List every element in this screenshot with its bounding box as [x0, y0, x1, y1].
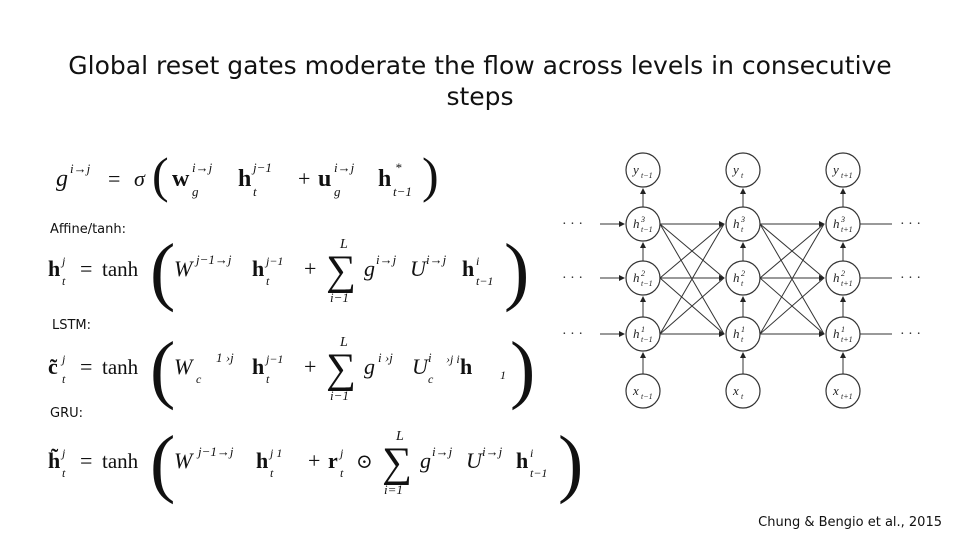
- affine-W-sup: j−1→j: [196, 252, 232, 267]
- lstm-plus: +: [304, 354, 317, 379]
- affine-label: Affine/tanh:: [50, 222, 127, 237]
- lstm-h2-sup: ›j i: [446, 352, 460, 366]
- node-circle: [726, 207, 760, 241]
- node-circle: [626, 153, 660, 187]
- lstm-h: h: [252, 354, 265, 379]
- gru-plus: +: [308, 448, 321, 473]
- affine-fn: tanh: [102, 257, 139, 281]
- ellipsis-right: · · ·: [900, 271, 921, 286]
- gate-open-paren: (: [152, 147, 169, 203]
- node-h2-col1: [626, 261, 660, 295]
- lstm-h2: h: [460, 354, 473, 379]
- gru-g: g: [420, 448, 431, 473]
- node-label-sub: t−1: [641, 335, 653, 344]
- gate-hstar-sup: *: [395, 160, 402, 175]
- node-x-col3: [826, 374, 860, 408]
- lstm-equals: =: [80, 354, 93, 379]
- gate-h-sub: t: [253, 184, 257, 199]
- ellipsis-left: · · ·: [562, 327, 583, 342]
- affine-sum-top: L: [340, 237, 348, 252]
- node-label-sub: t: [741, 279, 744, 288]
- gate-hstar-sub: t−1: [393, 184, 412, 199]
- gru-h2-sub: t−1: [530, 466, 548, 480]
- affine-h2-sub: t−1: [476, 274, 494, 288]
- node-label-sub: t−1: [641, 279, 653, 288]
- node-label-sub: t+1: [841, 225, 853, 234]
- gru-r: r: [328, 448, 338, 473]
- affine-sum-bot: i−1: [330, 290, 349, 305]
- node-label: h: [833, 270, 840, 285]
- affine-g: g: [364, 256, 375, 281]
- node-label-sub: t−1: [641, 171, 653, 180]
- diagram-nodes: [562, 153, 921, 408]
- gru-lhs-sup: j: [62, 446, 66, 460]
- lstm-U: U: [412, 354, 428, 379]
- lstm-U-sub: c: [428, 372, 434, 386]
- citation: Chung & Bengio et al., 2015: [758, 515, 942, 530]
- affine-h-sup: j−1: [266, 254, 284, 268]
- node-label: h: [633, 326, 640, 341]
- affine-plus: +: [304, 256, 317, 281]
- lstm-lhs-sub: t: [62, 372, 66, 386]
- node-label: x: [833, 383, 839, 398]
- node-circle: [826, 374, 860, 408]
- ellipsis-right: · · ·: [900, 217, 921, 232]
- node-label: y: [633, 162, 639, 177]
- ellipsis-right: · · ·: [900, 327, 921, 342]
- gru-U: U: [466, 448, 482, 473]
- node-label-sub: t−1: [641, 225, 653, 234]
- gate-w: w: [172, 166, 190, 192]
- gated-feedback-rnn-diagram: [548, 148, 948, 418]
- node-circle: [826, 317, 860, 351]
- node-circle: [826, 153, 860, 187]
- node-label: y: [833, 162, 839, 177]
- gate-u: u: [318, 166, 332, 192]
- node-label: h: [733, 216, 740, 231]
- node-label: h: [633, 270, 640, 285]
- gru-W-sup: j−1→j: [198, 444, 234, 459]
- gate-u-sup: i→j: [334, 160, 355, 175]
- affine-lhs-sup: j: [62, 254, 66, 268]
- node-x-col1: [626, 374, 660, 408]
- gru-h-sub: t: [270, 466, 274, 480]
- lstm-open-paren: (: [150, 327, 176, 411]
- lstm-close-paren: ): [510, 327, 536, 411]
- gate-equals: =: [108, 166, 121, 191]
- lstm-W-sub: c: [196, 372, 202, 386]
- lstm-sum-bot: i−1: [330, 388, 349, 403]
- lstm-h-sub: t: [266, 372, 270, 386]
- affine-U-sup: i→j: [426, 252, 447, 267]
- node-label-sub: t: [741, 335, 744, 344]
- node-label-sup: 1: [641, 325, 645, 334]
- lstm-g-sup: i ›j: [378, 350, 393, 365]
- node-h1-col3: [826, 317, 860, 351]
- node-label: x: [633, 383, 639, 398]
- node-label: h: [833, 326, 840, 341]
- lstm-sum: ∑: [326, 346, 356, 392]
- gru-g-sup: i→j: [432, 444, 453, 459]
- lstm-equation: [46, 327, 536, 411]
- gate-lhs: g: [56, 166, 68, 192]
- gru-sum: ∑: [382, 440, 412, 486]
- node-label-sup: 2: [741, 269, 745, 278]
- node-circle: [826, 261, 860, 295]
- lstm-h2-sub: 1: [500, 368, 506, 382]
- node-circle: [626, 207, 660, 241]
- lstm-lhs-sup: j: [62, 352, 66, 366]
- node-circle: [726, 374, 760, 408]
- affine-h2-sup: i: [476, 254, 480, 268]
- node-circle: [626, 317, 660, 351]
- affine-U: U: [410, 256, 426, 281]
- node-label-sup: 3: [641, 215, 645, 224]
- node-label: h: [733, 326, 740, 341]
- node-y-col3: [826, 153, 860, 187]
- lstm-g: g: [364, 354, 375, 379]
- node-label-sub: t+1: [841, 171, 853, 180]
- ellipsis-left: · · ·: [562, 271, 583, 286]
- gate-w-sup: i→j: [192, 160, 213, 175]
- gru-equation: [46, 421, 586, 505]
- node-label-sup: 2: [641, 269, 645, 278]
- gate-hstar: h: [378, 166, 392, 192]
- gru-lhs: h̃: [48, 448, 61, 473]
- gru-U-sup: i→j: [482, 444, 503, 459]
- node-circle: [726, 317, 760, 351]
- node-h1-col1: [626, 317, 660, 351]
- affine-close-paren: ): [504, 229, 530, 313]
- gate-plus: +: [298, 166, 311, 191]
- node-circle: [826, 207, 860, 241]
- node-circle: [726, 153, 760, 187]
- slide-title: Global reset gates moderate the flow across levels in consecutive steps: [68, 51, 892, 111]
- gru-r-sub: t: [340, 466, 344, 480]
- gru-lhs-sub: t: [62, 466, 66, 480]
- gru-h2: h: [516, 448, 529, 473]
- node-label-sub: t+1: [841, 392, 853, 401]
- gate-u-sub: g: [334, 184, 341, 199]
- node-h2-col2: [726, 261, 760, 295]
- node-x-col2: [726, 374, 760, 408]
- gru-sum-top: L: [396, 429, 404, 444]
- gate-lhs-sup: i→j: [70, 161, 91, 176]
- node-y-col2: [726, 153, 760, 187]
- lstm-fn: tanh: [102, 355, 139, 379]
- affine-lhs: h: [48, 256, 61, 281]
- affine-g-sup: i→j: [376, 252, 397, 267]
- lstm-lhs: c̃: [48, 354, 58, 379]
- node-label-sub: t: [741, 225, 744, 234]
- affine-equals: =: [80, 256, 93, 281]
- lstm-U-sup: i: [428, 350, 432, 365]
- node-h3-col3: [826, 207, 860, 241]
- gru-fn: tanh: [102, 449, 139, 473]
- lstm-W: W: [174, 354, 193, 379]
- gru-open-paren: (: [150, 421, 176, 505]
- node-label-sub: t: [741, 171, 744, 180]
- gru-h: h: [256, 448, 269, 473]
- affine-h2: h: [462, 256, 475, 281]
- gate-h: h: [238, 166, 252, 192]
- node-label: y: [733, 162, 739, 177]
- node-h3-col1: [626, 207, 660, 241]
- gru-odot: ⊙: [356, 451, 373, 473]
- gru-h-sup: j 1: [270, 446, 283, 460]
- node-circle: [626, 261, 660, 295]
- gru-W: W: [174, 448, 193, 473]
- node-label-sup: 1: [741, 325, 745, 334]
- node-label-sub: t+1: [841, 279, 853, 288]
- ellipsis-left: · · ·: [562, 217, 583, 232]
- gate-sigma: σ: [134, 166, 145, 191]
- gate-w-sub: g: [192, 184, 199, 199]
- node-label-sup: 1: [841, 325, 845, 334]
- node-circle: [726, 261, 760, 295]
- gru-h2-sup: i: [530, 446, 534, 460]
- gru-r-sup: j: [340, 446, 344, 460]
- node-label: h: [833, 216, 840, 231]
- lstm-label: LSTM:: [52, 318, 92, 333]
- gate-h-sup: j−1: [253, 160, 272, 175]
- node-label-sub: t+1: [841, 335, 853, 344]
- affine-open-paren: (: [150, 229, 176, 313]
- affine-h-sub: t: [266, 274, 270, 288]
- node-label-sup: 3: [741, 215, 745, 224]
- node-h3-col2: [726, 207, 760, 241]
- gate-close-paren: ): [422, 147, 439, 203]
- affine-h: h: [252, 256, 265, 281]
- node-y-col1: [626, 153, 660, 187]
- node-label: h: [733, 270, 740, 285]
- affine-sum: ∑: [326, 248, 356, 294]
- node-h2-col3: [826, 261, 860, 295]
- gru-close-paren: ): [558, 421, 584, 505]
- affine-W: W: [174, 256, 193, 281]
- node-h1-col2: [726, 317, 760, 351]
- gru-label: GRU:: [50, 406, 84, 421]
- gate-equation: [52, 148, 452, 202]
- affine-lhs-sub: t: [62, 274, 66, 288]
- node-label-sup: 2: [841, 269, 845, 278]
- lstm-W-sup: 1 ›j: [216, 350, 234, 365]
- node-label: x: [733, 383, 739, 398]
- gru-sum-bot: i=1: [384, 482, 403, 497]
- node-label-sub: t: [741, 392, 744, 401]
- node-label-sup: 3: [841, 215, 845, 224]
- node-label-sub: t−1: [641, 392, 653, 401]
- lstm-h-sup: j−1: [266, 352, 284, 366]
- node-circle: [626, 374, 660, 408]
- gru-equals: =: [80, 448, 93, 473]
- lstm-sum-top: L: [340, 335, 348, 350]
- node-label: h: [633, 216, 640, 231]
